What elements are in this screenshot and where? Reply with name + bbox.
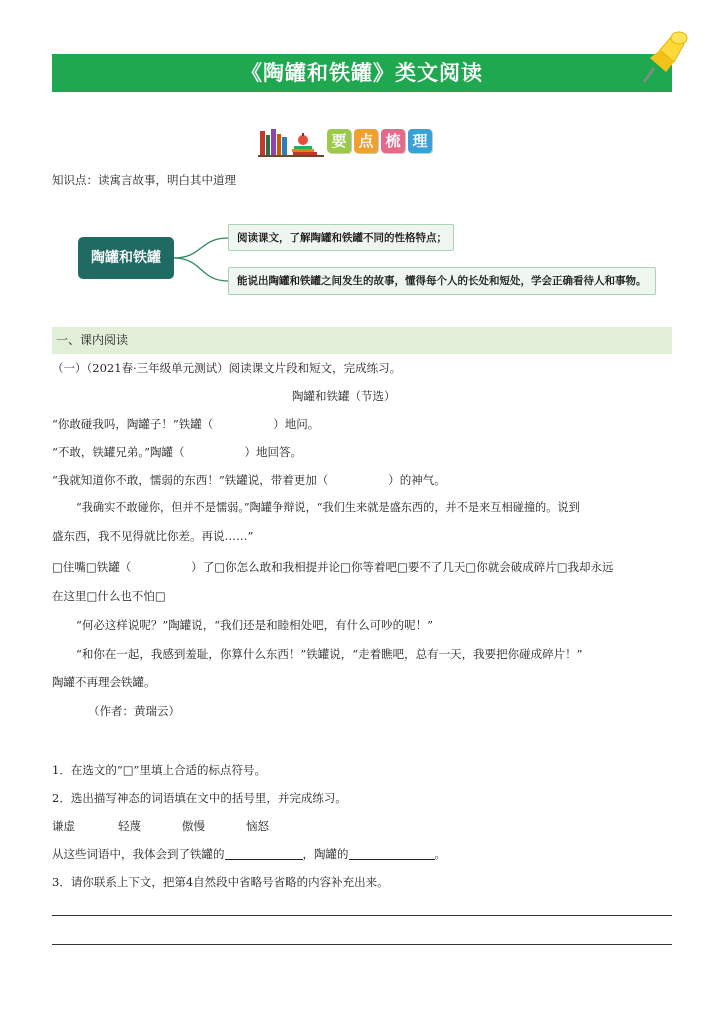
key-points-tile: 梳 <box>381 129 405 153</box>
passage-line: 盛东西，我不见得就比你差。再说……” <box>52 529 254 543</box>
key-points-header <box>258 124 432 158</box>
passage-line: “我确实不敢碰你，但并不是懦弱。”陶罐争辩说，“我们生来就是盛东西的，并不是来互相碰撞的。说到 <box>76 501 580 514</box>
exercise-intro: （一）（2021春·三年级单元测试）阅读课文片段和短文，完成练习。 <box>52 361 402 375</box>
answer-blank[interactable] <box>225 847 303 860</box>
mind-map-root: 陶罐和铁罐 <box>78 237 174 279</box>
passage-title: 陶罐和铁罐（节选） <box>292 389 396 403</box>
books-icon <box>258 125 324 157</box>
word-option: 谦虚 <box>52 819 75 833</box>
question-3: 3．请你联系上下文，把第4自然段中省略号省略的内容补充出来。 <box>52 875 389 889</box>
word-option: 傲慢 <box>182 819 205 833</box>
question-2: 2．选出描写神态的词语填在文中的括号里，并完成练习。 <box>52 791 347 805</box>
pushpin-icon <box>638 28 690 84</box>
answer-blank[interactable] <box>349 847 435 860</box>
word-option: 轻蔑 <box>118 819 141 833</box>
answer-line[interactable] <box>52 944 672 945</box>
key-points-tile: 理 <box>408 129 432 153</box>
word-option: 恼怒 <box>246 819 269 833</box>
key-points-tile: 要 <box>327 129 351 153</box>
passage-line: “我就知道你不敢，懦弱的东西！”铁罐说，带着更加（ ）的神气。 <box>52 473 446 487</box>
knowledge-point: 知识点：读寓言故事，明白其中道理 <box>52 173 236 187</box>
passage-line: “何必这样说呢？”陶罐说，“我们还是和睦相处吧，有什么可吵的呢！” <box>76 618 434 632</box>
question-2-fill-line: 从这些词语中，我体会到了铁罐的 ，陶罐的 。 <box>52 847 446 861</box>
answer-line[interactable] <box>52 915 672 916</box>
passage-line: 在这里□什么也不怕□ <box>52 589 166 603</box>
section-heading: 一、课内阅读 <box>52 327 672 354</box>
mind-map-branch: 能说出陶罐和铁罐之间发生的故事，懂得每个人的长处和短处，学会正确看待人和事物。 <box>228 267 656 295</box>
passage-line: “你敢碰我吗，陶罐子！”铁罐（ ）地问。 <box>52 417 320 431</box>
question-1: 1．在选文的“□”里填上合适的标点符号。 <box>52 763 266 777</box>
page-title: 《陶罐和铁罐》类文阅读 <box>52 54 672 92</box>
passage-line: “和你在一起，我感到羞耻，你算什么东西！”铁罐说，“走着瞧吧，总有一天，我要把你碰成碎片！” <box>76 647 583 661</box>
passage-author: （作者：黄瑞云） <box>88 704 180 718</box>
passage-line: 陶罐不再理会铁罐。 <box>52 675 156 689</box>
mind-map <box>52 210 672 314</box>
passage-line: □住嘴□铁罐（ ）了□你怎么敢和我相提并论□你等着吧□要不了几天□你就会破成碎片□我却永远 <box>52 560 614 574</box>
key-points-tile: 点 <box>354 129 378 153</box>
mind-map-branch: 阅读课文，了解陶罐和铁罐不同的性格特点； <box>228 224 454 251</box>
passage-line: “不敢，铁罐兄弟。”陶罐（ ）地回答。 <box>52 445 303 459</box>
